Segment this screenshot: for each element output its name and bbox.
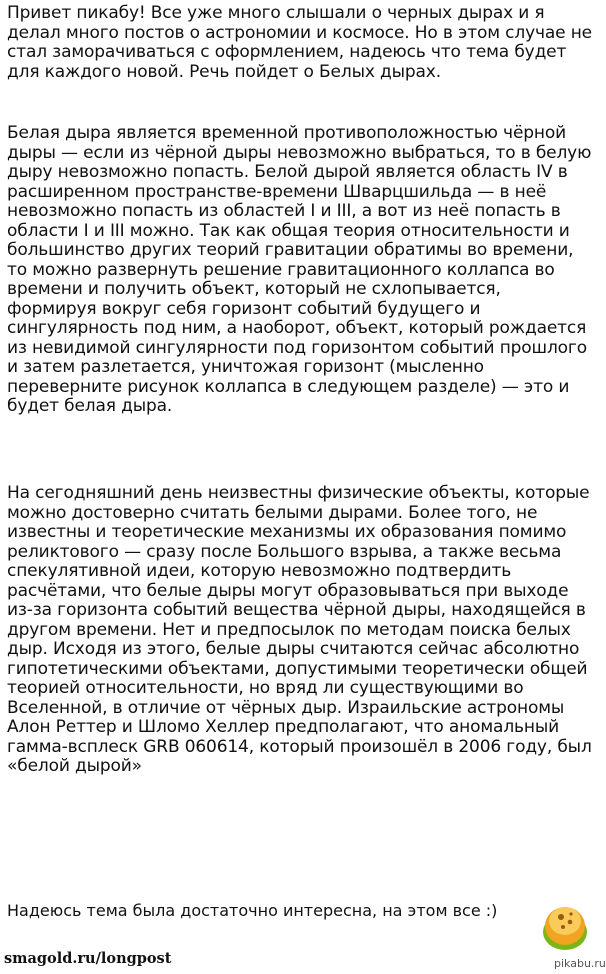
source-link[interactable]: smagold.ru/longpost <box>4 950 172 967</box>
white-hole-definition-paragraph: Белая дыра является временной противоположностью чёрной дыры — если из чёрной дыры невозможно выбраться, то в белую дыру невозможно попасть. Белой дырой является область IV в расширенном пространстве-времени Шварцшильда — в неё невозможно попасть из областей I и III, а вот из неё попасть в области I и III можно. Так как общая теория относительности и большинство других теорий гравитации обратимы во времени, то можно развернуть решение гравитационного коллапса во времени и получить объект, который не схлопывается, формируя вокруг себя горизонт событий будущего и сингулярность под ним, а наоборот, объект, который рождается из невидимой сингулярности под горизонтом событий прошлого и затем разлетается, уничтожая горизонт (мысленно переверните рисунок коллапса в следующем разделе) — это и будет белая дыра. <box>7 123 592 416</box>
white-hole-evidence-paragraph: На сегодняшний день неизвестны физические объекты, которые можно достоверно считать белыми дырами. Более того, не известны и теоретические механизмы их образования помимо реликтового — сразу после Большого взрыва, а также весьма спекулятивной идеи, которую невозможно подтвердить расчётами, что белые дыры могут образовываться при выходе из-за горизонта событий вещества чёрной дыры, находящейся в другом времени. Нет и предпосылок по методам поиска белых дыр. Исходя из этого, белые дыры считаются сейчас абсолютно гипотетическими объектами, допустимыми теоретически общей теорией относительности, но вряд ли существующими во Вселенной, в отличие от чёрных дыр. Израильские астрономы Алон Реттер и Шломо Хеллер предполагают, что аномальный гамма-всплеск GRB 060614, который произошёл в 2006 году, был «белой дырой» <box>7 483 592 776</box>
closing-line: Надеюсь тема была достаточно интересна, на этом все :) <box>7 901 498 920</box>
intro-paragraph: Привет пикабу! Все уже много слышали о черных дырах и я делал много постов о астрономии и космосе. Но в этом случае не стал заморачиваться с оформлением, надеюсь что тема будет для каждого новой. Речь пойдет о Белых дырах. <box>7 3 592 82</box>
pikabu-watermark: pikabu.ru <box>554 957 606 970</box>
pikabu-cookie-logo-icon <box>540 894 590 954</box>
